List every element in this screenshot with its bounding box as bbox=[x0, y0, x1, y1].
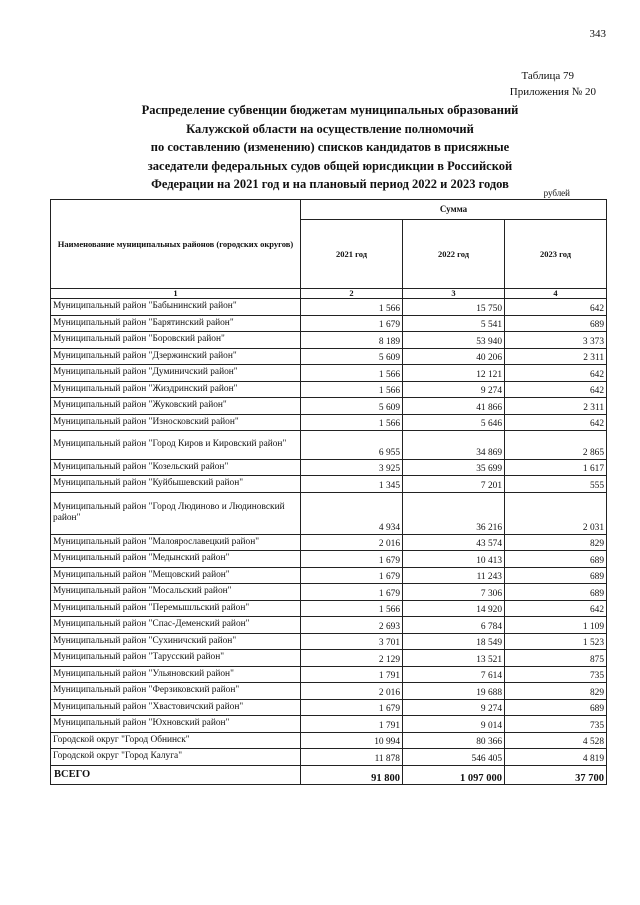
amount-2021: 1 679 bbox=[301, 567, 403, 584]
title-line: Калужской области на осуществление полномочий bbox=[186, 121, 474, 136]
amount-2023: 689 bbox=[505, 551, 607, 568]
amount-2021: 2 693 bbox=[301, 617, 403, 634]
district-name: Муниципальный район "Износковский район" bbox=[51, 414, 301, 431]
table-row bbox=[51, 365, 607, 382]
table-row bbox=[51, 315, 607, 332]
page-number: 343 bbox=[589, 28, 606, 40]
table-row bbox=[51, 683, 607, 700]
amount-2022: 7 201 bbox=[403, 476, 505, 493]
amount-2023: 1 109 bbox=[505, 617, 607, 634]
amount-2023: 4 528 bbox=[505, 732, 607, 749]
table-row bbox=[51, 431, 607, 460]
district-name: Муниципальный район "Перемышльский район" bbox=[51, 600, 301, 617]
table-row bbox=[51, 633, 607, 650]
amount-2021: 1 791 bbox=[301, 666, 403, 683]
amount-2023: 829 bbox=[505, 534, 607, 551]
title-line: по составлению (изменению) списков кандидатов в присяжные bbox=[150, 140, 510, 154]
amount-2023: 2 865 bbox=[505, 431, 607, 460]
amount-2022: 7 614 bbox=[403, 666, 505, 683]
appendix-number: Приложения № 20 bbox=[509, 86, 596, 98]
table-row bbox=[51, 551, 607, 568]
table-row bbox=[51, 567, 607, 584]
amount-2021: 1 566 bbox=[301, 600, 403, 617]
table-row bbox=[51, 749, 607, 766]
amount-2023: 2 031 bbox=[505, 492, 607, 534]
amount-2021: 1 679 bbox=[301, 315, 403, 332]
document-title bbox=[90, 101, 570, 194]
amount-2021: 3 701 bbox=[301, 633, 403, 650]
table-row bbox=[51, 666, 607, 683]
total-label: ВСЕГО bbox=[51, 765, 301, 784]
amount-2021: 1 679 bbox=[301, 551, 403, 568]
subvention-table bbox=[50, 199, 607, 785]
table-row bbox=[51, 299, 607, 316]
district-name: Городской округ "Город Обнинск" bbox=[51, 732, 301, 749]
table-row bbox=[51, 650, 607, 667]
amount-2022: 546 405 bbox=[403, 749, 505, 766]
total-2022: 1 097 000 bbox=[403, 765, 505, 784]
amount-2021: 5 609 bbox=[301, 398, 403, 415]
district-name: Муниципальный район "Мещовский район" bbox=[51, 567, 301, 584]
title-line: Федерации на 2021 год и на плановый период 2022 и 2023 годов bbox=[151, 177, 509, 191]
amount-2022: 9 014 bbox=[403, 716, 505, 733]
table-row bbox=[51, 381, 607, 398]
amount-2023: 555 bbox=[505, 476, 607, 493]
district-name: Муниципальный район "Ульяновский район" bbox=[51, 666, 301, 683]
total-2021: 91 800 bbox=[301, 765, 403, 784]
district-name: Муниципальный район "Город Людиново и Людиновский район" bbox=[51, 492, 301, 534]
total-2023: 37 700 bbox=[505, 765, 607, 784]
table-row bbox=[51, 332, 607, 349]
amount-2022: 34 869 bbox=[403, 431, 505, 460]
amount-2022: 6 784 bbox=[403, 617, 505, 634]
district-name: Муниципальный район "Козельский район" bbox=[51, 459, 301, 476]
amount-2023: 1 617 bbox=[505, 459, 607, 476]
table-number: Таблица 79 bbox=[521, 70, 574, 82]
amount-2021: 10 994 bbox=[301, 732, 403, 749]
amount-2021: 5 609 bbox=[301, 348, 403, 365]
table-row bbox=[51, 584, 607, 601]
district-name: Муниципальный район "Тарусский район" bbox=[51, 650, 301, 667]
district-name: Городской округ "Город Калуга" bbox=[51, 749, 301, 766]
amount-2022: 80 366 bbox=[403, 732, 505, 749]
district-name: Муниципальный район "Город Киров и Кировский район" bbox=[51, 431, 301, 460]
amount-2023: 689 bbox=[505, 699, 607, 716]
amount-2021: 11 878 bbox=[301, 749, 403, 766]
amount-2022: 13 521 bbox=[403, 650, 505, 667]
column-index: 1 bbox=[51, 289, 301, 299]
district-name: Муниципальный район "Думиничский район" bbox=[51, 365, 301, 382]
amount-2023: 735 bbox=[505, 716, 607, 733]
total-row bbox=[51, 765, 607, 784]
amount-2022: 53 940 bbox=[403, 332, 505, 349]
amount-2021: 1 679 bbox=[301, 699, 403, 716]
district-name: Муниципальный район "Малоярославецкий район" bbox=[51, 534, 301, 551]
amount-2022: 40 206 bbox=[403, 348, 505, 365]
amount-2021: 1 566 bbox=[301, 381, 403, 398]
amount-2022: 43 574 bbox=[403, 534, 505, 551]
amount-2023: 3 373 bbox=[505, 332, 607, 349]
amount-2023: 829 bbox=[505, 683, 607, 700]
amount-2023: 4 819 bbox=[505, 749, 607, 766]
amount-2023: 735 bbox=[505, 666, 607, 683]
table-row bbox=[51, 348, 607, 365]
amount-2021: 2 016 bbox=[301, 683, 403, 700]
amount-2022: 7 306 bbox=[403, 584, 505, 601]
column-index-row bbox=[51, 289, 607, 299]
table-row bbox=[51, 459, 607, 476]
amount-2022: 36 216 bbox=[403, 492, 505, 534]
column-index: 4 bbox=[505, 289, 607, 299]
amount-2023: 875 bbox=[505, 650, 607, 667]
amount-2021: 1 566 bbox=[301, 414, 403, 431]
table-row bbox=[51, 600, 607, 617]
district-name: Муниципальный район "Куйбышевский район" bbox=[51, 476, 301, 493]
amount-2021: 6 955 bbox=[301, 431, 403, 460]
amount-2023: 642 bbox=[505, 365, 607, 382]
amount-2023: 642 bbox=[505, 600, 607, 617]
amount-2022: 5 646 bbox=[403, 414, 505, 431]
column-index: 3 bbox=[403, 289, 505, 299]
amount-2021: 2 016 bbox=[301, 534, 403, 551]
amount-2023: 642 bbox=[505, 299, 607, 316]
title-line: Распределение субвенции бюджетам муниципальных образований bbox=[141, 103, 519, 117]
header-year-2022: 2022 год bbox=[403, 220, 505, 289]
amount-2022: 15 750 bbox=[403, 299, 505, 316]
amount-2022: 35 699 bbox=[403, 459, 505, 476]
amount-2021: 1 566 bbox=[301, 365, 403, 382]
amount-2022: 18 549 bbox=[403, 633, 505, 650]
amount-2023: 1 523 bbox=[505, 633, 607, 650]
header-sum-group: Сумма bbox=[301, 200, 607, 220]
amount-2021: 3 925 bbox=[301, 459, 403, 476]
amount-2021: 8 189 bbox=[301, 332, 403, 349]
header-year-2023: 2023 год bbox=[505, 220, 607, 289]
amount-2021: 1 345 bbox=[301, 476, 403, 493]
amount-2021: 4 934 bbox=[301, 492, 403, 534]
table-row bbox=[51, 476, 607, 493]
amount-2021: 1 566 bbox=[301, 299, 403, 316]
amount-2022: 9 274 bbox=[403, 381, 505, 398]
header-year-2021: 2021 год bbox=[301, 220, 403, 289]
amount-2023: 689 bbox=[505, 567, 607, 584]
district-name: Муниципальный район "Хвастовичский район" bbox=[51, 699, 301, 716]
amount-2022: 10 413 bbox=[403, 551, 505, 568]
amount-2023: 642 bbox=[505, 381, 607, 398]
amount-2023: 2 311 bbox=[505, 398, 607, 415]
amount-2021: 1 679 bbox=[301, 584, 403, 601]
amount-2022: 11 243 bbox=[403, 567, 505, 584]
district-name: Муниципальный район "Сухиничский район" bbox=[51, 633, 301, 650]
title-line: заседатели федеральных судов общей юрисдикции в Российской bbox=[147, 158, 513, 173]
header-name-column: Наименование муниципальных районов (городских округов) bbox=[51, 200, 301, 289]
column-index: 2 bbox=[301, 289, 403, 299]
amount-2021: 1 791 bbox=[301, 716, 403, 733]
table-row bbox=[51, 414, 607, 431]
table-row bbox=[51, 716, 607, 733]
amount-2022: 12 121 bbox=[403, 365, 505, 382]
district-name: Муниципальный район "Спас-Деменский район" bbox=[51, 617, 301, 634]
amount-2022: 19 688 bbox=[403, 683, 505, 700]
district-name: Муниципальный район "Барятинский район" bbox=[51, 315, 301, 332]
amount-2023: 642 bbox=[505, 414, 607, 431]
district-name: Муниципальный район "Медынский район" bbox=[51, 551, 301, 568]
amount-2023: 689 bbox=[505, 584, 607, 601]
amount-2023: 689 bbox=[505, 315, 607, 332]
district-name: Муниципальный район "Жиздринский район" bbox=[51, 381, 301, 398]
district-name: Муниципальный район "Жуковский район" bbox=[51, 398, 301, 415]
table-row bbox=[51, 617, 607, 634]
table-row bbox=[51, 398, 607, 415]
table-row bbox=[51, 699, 607, 716]
table-row bbox=[51, 732, 607, 749]
table-row bbox=[51, 492, 607, 534]
amount-2023: 2 311 bbox=[505, 348, 607, 365]
amount-2022: 9 274 bbox=[403, 699, 505, 716]
amount-2022: 5 541 bbox=[403, 315, 505, 332]
district-name: Муниципальный район "Боровский район" bbox=[51, 332, 301, 349]
district-name: Муниципальный район "Мосальский район" bbox=[51, 584, 301, 601]
amount-2022: 14 920 bbox=[403, 600, 505, 617]
amount-2021: 2 129 bbox=[301, 650, 403, 667]
amount-2022: 41 866 bbox=[403, 398, 505, 415]
district-name: Муниципальный район "Юхновский район" bbox=[51, 716, 301, 733]
district-name: Муниципальный район "Дзержинский район" bbox=[51, 348, 301, 365]
district-name: Муниципальный район "Бабынинский район" bbox=[51, 299, 301, 316]
table-row bbox=[51, 534, 607, 551]
district-name: Муниципальный район "Ферзиковский район" bbox=[51, 683, 301, 700]
units-label: рублей bbox=[543, 188, 570, 198]
